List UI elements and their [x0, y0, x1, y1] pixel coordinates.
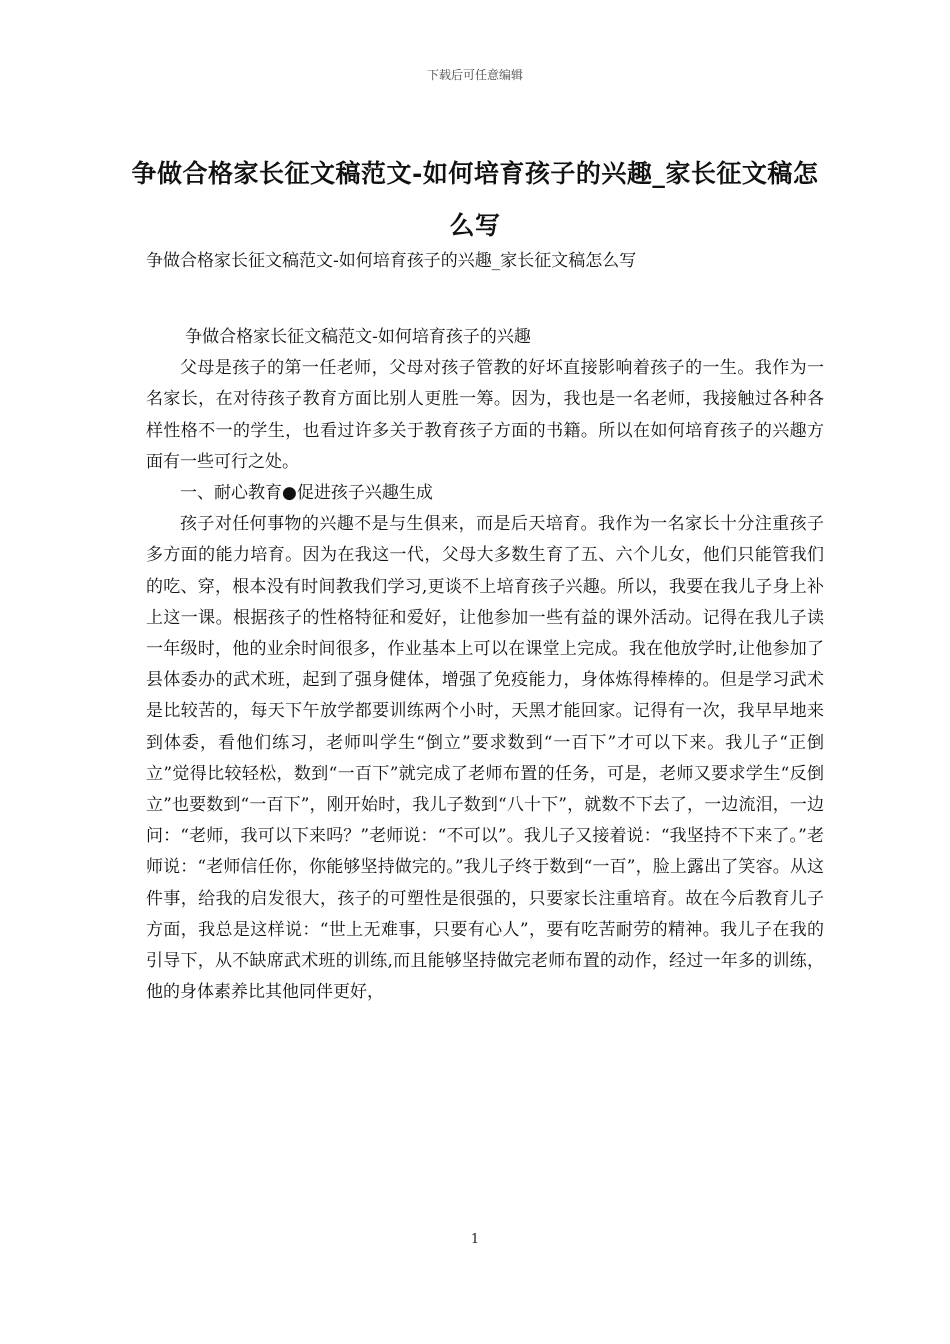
page-number: 1 [470, 1232, 480, 1247]
document-body [146, 322, 824, 1008]
document-subtitle: 争做合格家长征文稿范文-如何培育孩子的兴趣_家长征文稿怎么写 [146, 251, 637, 271]
section-heading: 一、耐心教育●促进孩子兴趣生成 [180, 483, 433, 504]
paragraph: 父母是孩子的第一任老师，父母对孩子管教的好坏直接影响着孩子的一生。我作为一名家长，在对待孩子教育方面比别人更胜一筹。因为，我也是一名老师，我接触过各种各样性格不一的学生，也看过许多关于教育孩子方面的书籍。所以在如何培育孩子的兴趣方面有一些可行之处。 [146, 358, 824, 472]
section-title: 争做合格家长征文稿范文-如何培育孩子的兴趣 [185, 327, 531, 347]
document-title: 争做合格家长征文稿范文-如何培育孩子的兴趣_家长征文稿怎么写 [131, 159, 819, 240]
paragraph: 孩子对任何事物的兴趣不是与生俱来，而是后天培育。我作为一名家长十分注重孩子多方面的能力培育。因为在我这一代，父母大多数生育了五、六个儿女，他们只能管我们的吃、穿，根本没有时间教我们学习,更谈不上培育孩子兴趣。所以，我要在我儿子身上补上这一课。根据孩子的性格特征和爱好，让他参加一些有益的课外活动。记得在我儿子读一年级时，他的业余时间很多，作业基本上可以在课堂上完成。我在他放学时,让他参加了县体委办的武术班，起到了强身健体，增强了免疫能力，身体炼得棒棒的。但是学习武术是比较苦的，每天下午放学都要训练两个小时，天黑才能回家。记得有一次，我早早地来到体委，看他们练习，老师叫学生“倒立”要求数到“一百下”才可以下来。我儿子“正倒立”觉得比较轻松，数到“一百下”就完成了老师布置的任务，可是，老师又要求学生“反倒立”也要数到“一百下”，刚开始时，我儿子数到“八十下”，就数不下去了，一边流泪，一边问：“老师，我可以下来吗？”老师说：“不可以”。我儿子又接着说：“我坚持不下来了。”老师说：“老师信任你，你能够坚持做完的。”我儿子终于数到“一百”，脸上露出了笑容。从这件事，给我的启发很大，孩子的可塑性是很强的，只要家长注重培育。故在今后教育儿子方面，我总是这样说：“世上无难事，只要有心人”，要有吃苦耐劳的精神。我儿子在我的引导下，从不缺席武术班的训练,而且能够坚持做完老师布置的动作，经过一年多的训练，他的身体素养比其他同伴更好， [146, 514, 824, 1003]
page-header-note: 下载后可任意编辑 [426, 68, 523, 82]
